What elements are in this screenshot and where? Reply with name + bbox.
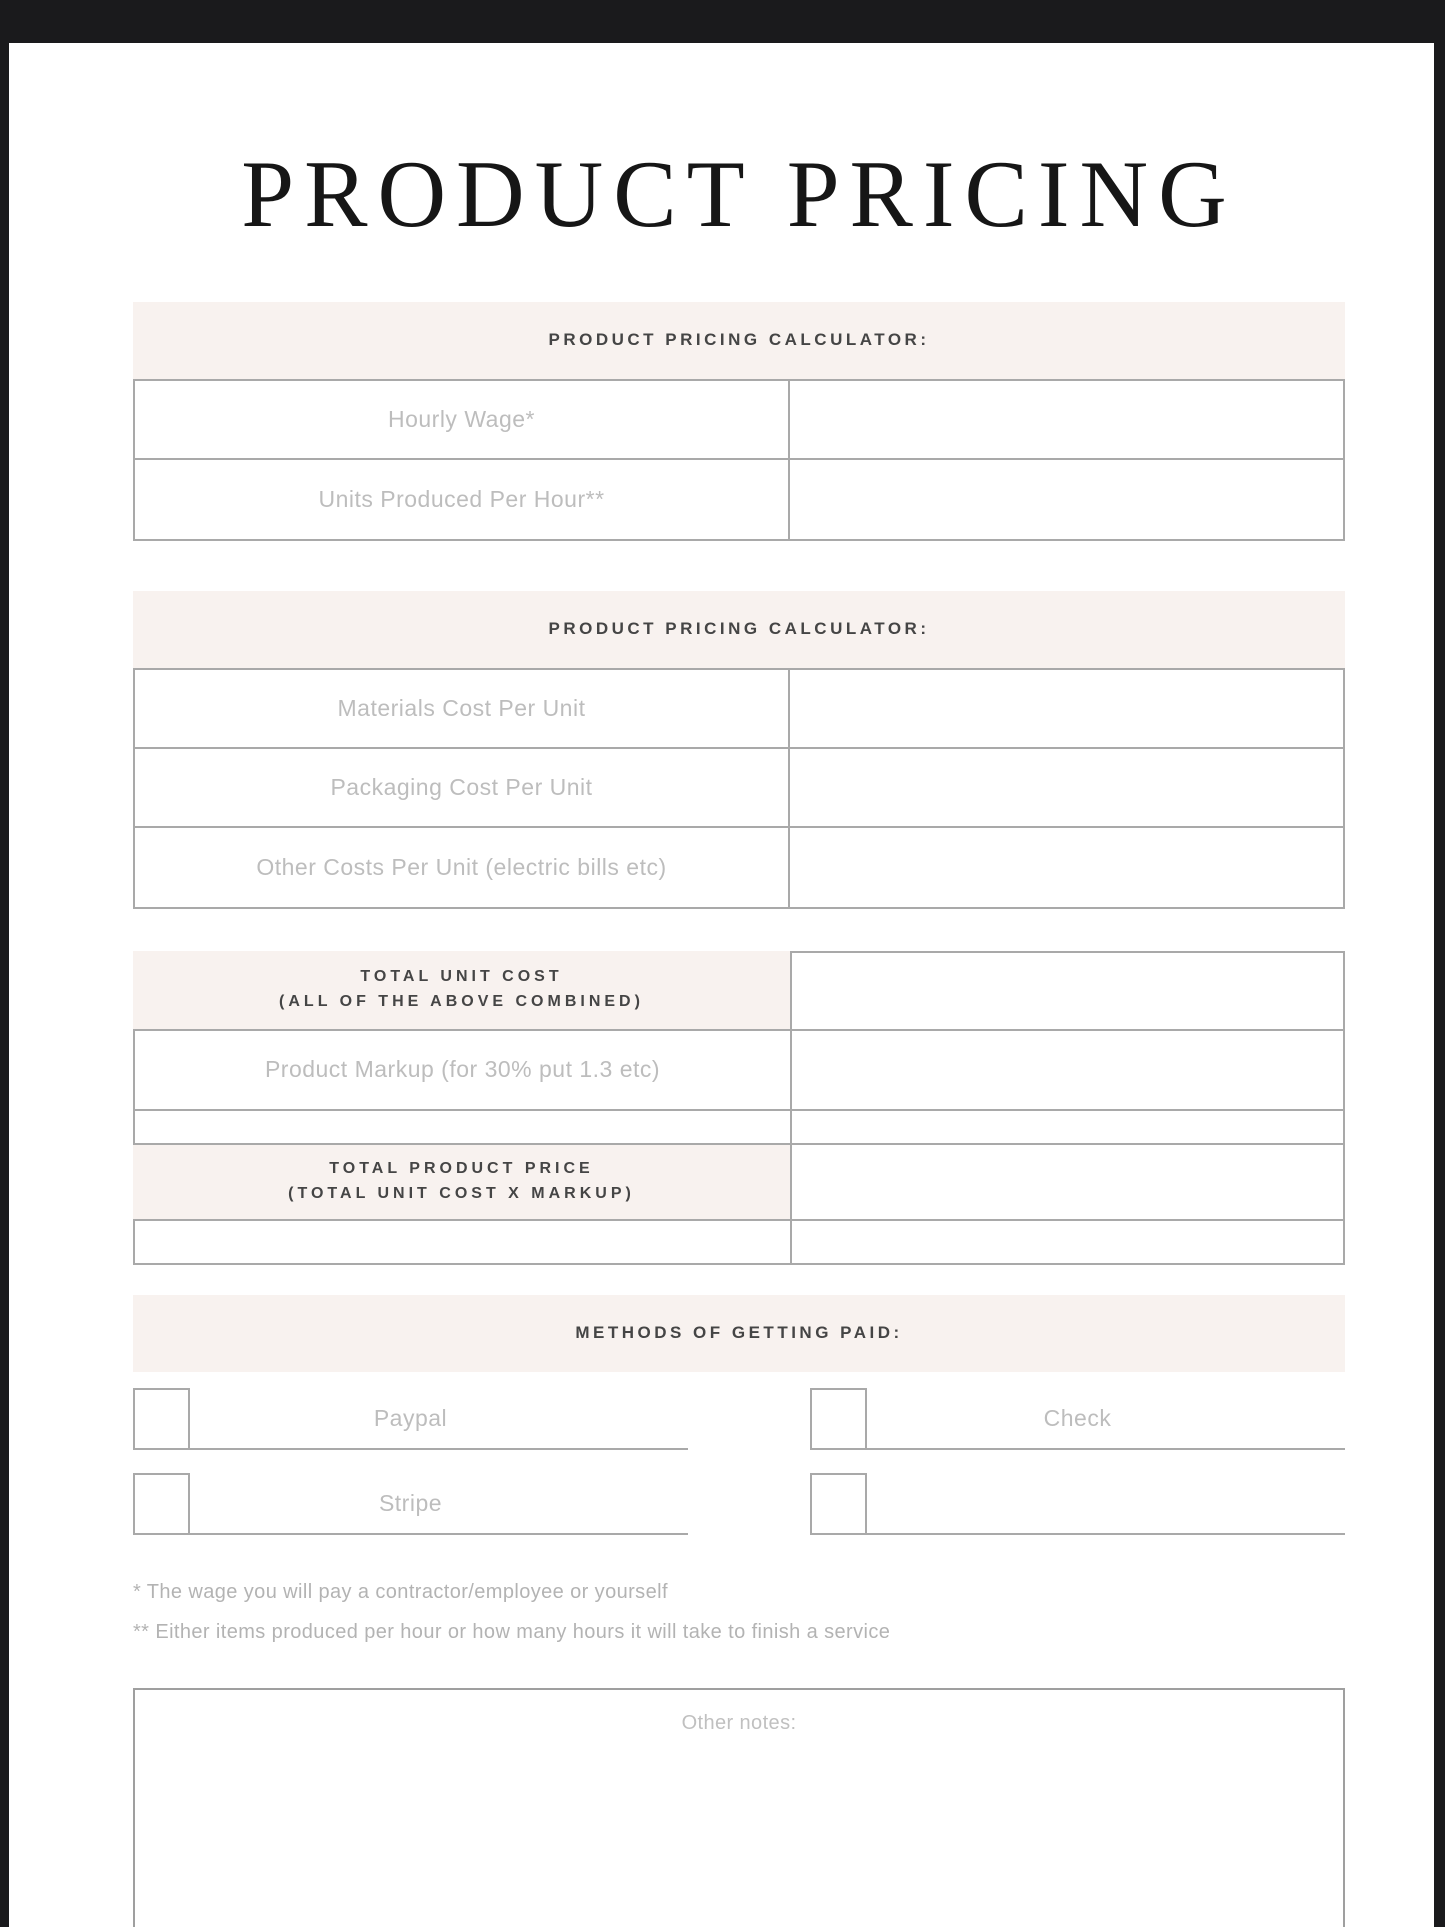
table-row	[135, 381, 1343, 460]
packaging-cost-input[interactable]	[790, 749, 1343, 826]
hourly-wage-input[interactable]	[790, 381, 1343, 458]
other-costs-input[interactable]	[790, 828, 1343, 907]
total-product-price-input[interactable]	[790, 1145, 1343, 1219]
units-per-hour-input[interactable]	[790, 460, 1343, 539]
document-page	[9, 43, 1434, 1927]
hourly-wage-label: Hourly Wage*	[135, 381, 790, 458]
calculator2-table	[133, 668, 1345, 909]
table-row	[133, 1031, 1345, 1111]
table-row	[135, 460, 1343, 539]
table-row	[133, 1221, 1345, 1265]
page-title: PRODUCT PRICING	[241, 141, 1237, 247]
table-row	[133, 951, 1345, 1031]
page-content	[9, 143, 1434, 1927]
check-label: Check	[1043, 1405, 1112, 1432]
total-unit-cost-input[interactable]	[790, 951, 1343, 1029]
total-product-price-line2: (TOTAL UNIT COST X MARKUP)	[288, 1184, 635, 1202]
table-row	[135, 828, 1343, 907]
total-product-price-line1: TOTAL PRODUCT PRICE	[329, 1159, 594, 1177]
calculator1-header: PRODUCT PRICING CALCULATOR:	[133, 302, 1345, 379]
footnote-units: ** Either items produced per hour or how many hours it will take to finish a service	[133, 1620, 891, 1643]
table-row	[135, 670, 1343, 749]
spacer-cell	[133, 1111, 790, 1143]
payment-option-stripe	[133, 1475, 688, 1535]
product-markup-label: Product Markup (for 30% put 1.3 etc)	[133, 1031, 790, 1109]
packaging-cost-label: Packaging Cost Per Unit	[135, 749, 790, 826]
table-row	[133, 1145, 1345, 1221]
spacer-input[interactable]	[790, 1221, 1343, 1263]
units-per-hour-label: Units Produced Per Hour**	[135, 460, 790, 539]
total-unit-cost-line2: (ALL OF THE ABOVE COMBINED)	[279, 992, 644, 1010]
table-row	[135, 749, 1343, 828]
total-unit-cost-label	[133, 951, 790, 1029]
payment-methods-grid	[133, 1390, 1345, 1535]
stripe-label: Stripe	[378, 1490, 443, 1517]
footnote-wage: * The wage you will pay a contractor/employee or yourself	[133, 1580, 668, 1603]
product-markup-input[interactable]	[790, 1031, 1343, 1109]
footnotes	[133, 1580, 1345, 1644]
spacer-cell	[133, 1221, 790, 1263]
payment-option-check	[810, 1390, 1345, 1450]
total-unit-cost-line1: TOTAL UNIT COST	[360, 967, 563, 985]
other-notes-area[interactable]	[133, 1688, 1345, 1927]
spacer-input[interactable]	[790, 1111, 1343, 1143]
table-row	[133, 1111, 1345, 1145]
totals-table	[133, 951, 1345, 1265]
other-costs-label: Other Costs Per Unit (electric bills etc)	[135, 828, 790, 907]
payment-option-paypal	[133, 1390, 688, 1450]
payment-option-blank	[810, 1475, 1345, 1535]
blank-label	[810, 1475, 1345, 1533]
materials-cost-input[interactable]	[790, 670, 1343, 747]
calculator2-header: PRODUCT PRICING CALCULATOR:	[133, 591, 1345, 668]
payment-methods-header: METHODS OF GETTING PAID:	[133, 1295, 1345, 1372]
materials-cost-label: Materials Cost Per Unit	[135, 670, 790, 747]
paypal-label: Paypal	[373, 1405, 448, 1432]
total-product-price-label	[133, 1145, 790, 1219]
calculator1-table	[133, 379, 1345, 541]
other-notes-label: Other notes:	[681, 1711, 797, 1734]
